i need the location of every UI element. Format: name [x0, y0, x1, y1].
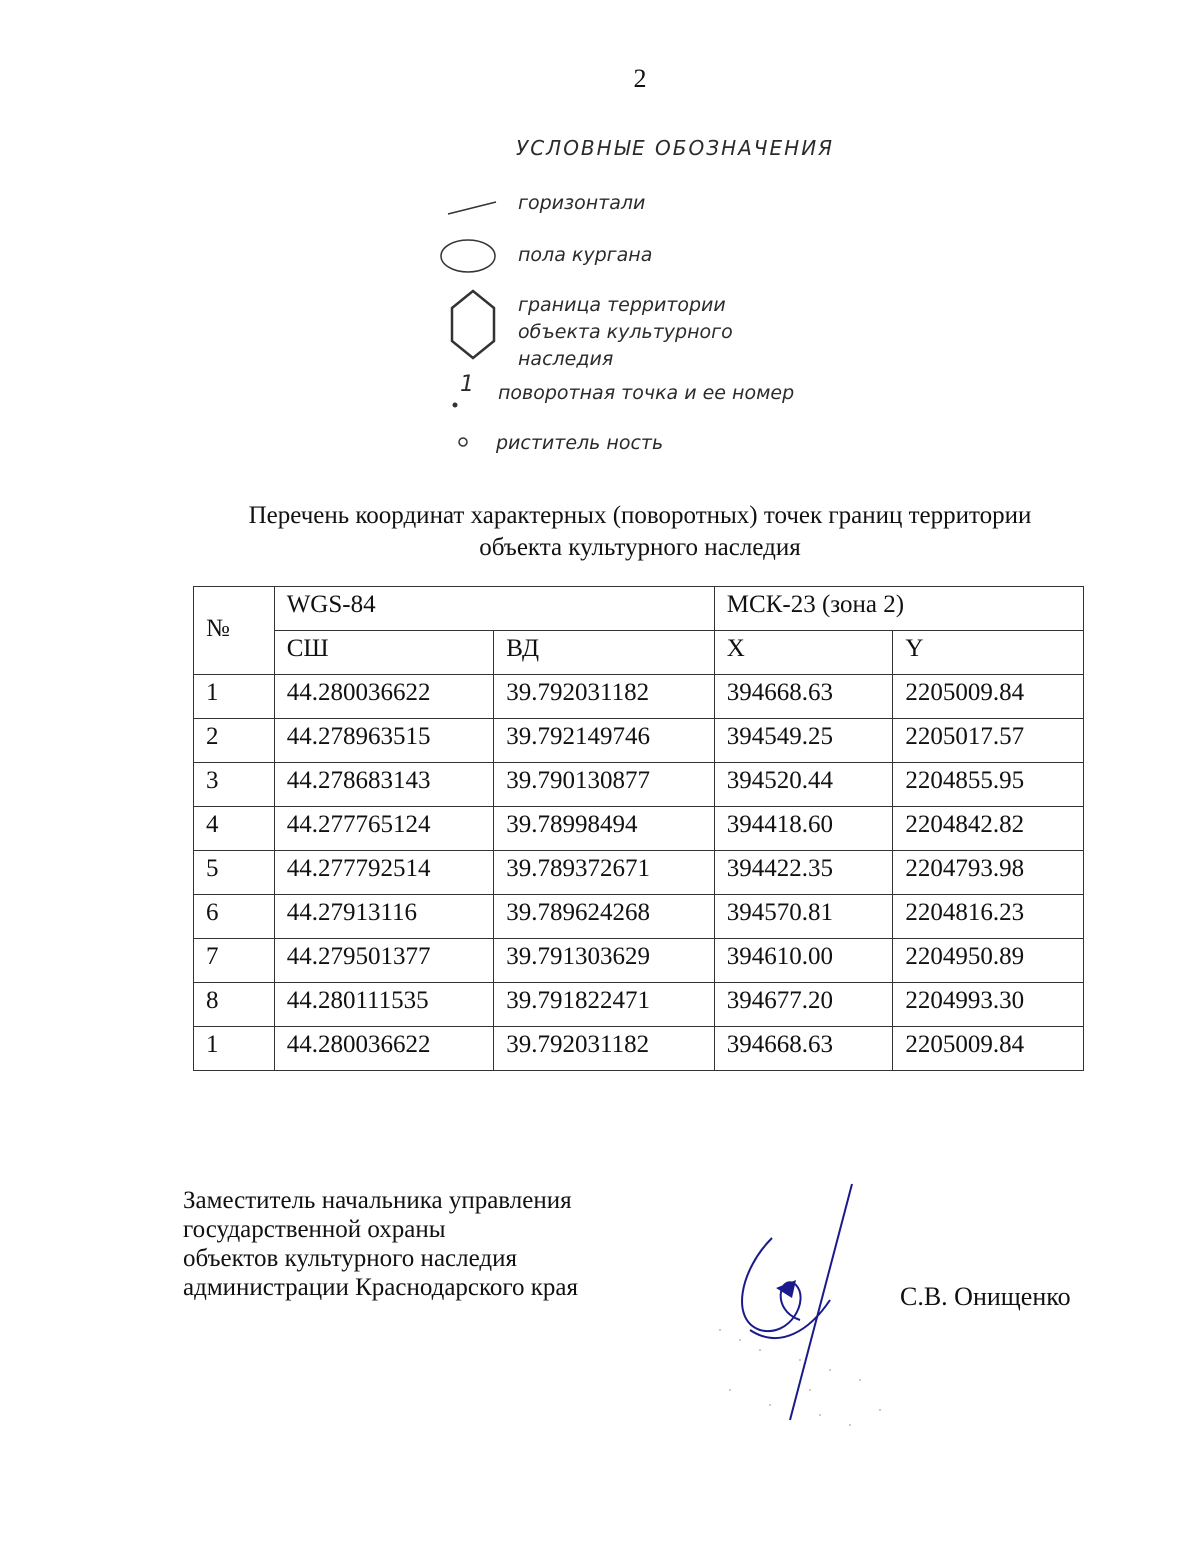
cell-x: 394549.25: [714, 719, 893, 763]
signer-name: С.В. Онищенко: [900, 1282, 1071, 1311]
cell-latitude: 44.279501377: [274, 939, 494, 983]
header-number: №: [194, 587, 275, 675]
cell-y: 2204842.82: [893, 807, 1084, 851]
header-wgs84: WGS-84: [274, 587, 714, 631]
table-heading-line: объекта культурного наследия: [479, 534, 801, 561]
table-subheader-row: [194, 631, 1084, 675]
table-row: [194, 719, 1084, 763]
cell-y: 2204855.95: [893, 763, 1084, 807]
cell-number: 6: [194, 895, 275, 939]
table-row: [194, 895, 1084, 939]
cell-number: 5: [194, 851, 275, 895]
table-row: [194, 807, 1084, 851]
cell-longitude: 39.789624268: [494, 895, 715, 939]
turning-point-icon: [453, 403, 458, 408]
cell-longitude: 39.78998494: [494, 807, 715, 851]
legend-item-boundary-label: граница территории объекта культурного наследия: [518, 294, 733, 370]
table-row: [194, 983, 1084, 1027]
cell-latitude: 44.280036622: [274, 675, 494, 719]
header-y: Y: [893, 631, 1084, 675]
handwritten-signature: [700, 1180, 900, 1440]
contour-line-icon: [448, 202, 496, 214]
header-longitude: ВД: [494, 631, 715, 675]
cell-x: 394422.35: [714, 851, 893, 895]
cell-longitude: 39.792031182: [494, 1027, 715, 1071]
cell-x: 394520.44: [714, 763, 893, 807]
cell-y: 2204950.89: [893, 939, 1084, 983]
cell-latitude: 44.280036622: [274, 1027, 494, 1071]
header-x: X: [714, 631, 893, 675]
mound-ellipse-icon: [441, 240, 495, 272]
cell-number: 2: [194, 719, 275, 763]
table-heading-line: Перечень координат характерных (поворотных) точек границ территории: [248, 502, 1032, 529]
cell-latitude: 44.280111535: [274, 983, 494, 1027]
cell-y: 2204993.30: [893, 983, 1084, 1027]
cell-longitude: 39.791303629: [494, 939, 715, 983]
signer-position: Заместитель начальника управления государственной охраны объектов культурного наследия администрации Краснодарского края: [183, 1187, 579, 1301]
table-row: [194, 1027, 1084, 1071]
legend-item-mound-label: пола кургана: [518, 244, 653, 266]
header-msk23: МСК-23 (зона 2): [714, 587, 1083, 631]
table-header-row: [194, 587, 1084, 631]
table-row: [194, 851, 1084, 895]
table-body: [194, 675, 1084, 1071]
cell-x: 394677.20: [714, 983, 893, 1027]
coordinates-table: [193, 586, 1084, 1071]
table-row: [194, 939, 1084, 983]
legend-item-contours-label: горизонтали: [518, 192, 646, 214]
cell-y: 2204816.23: [893, 895, 1084, 939]
page-number: 2: [633, 64, 647, 93]
cell-y: 2205017.57: [893, 719, 1084, 763]
cell-number: 1: [194, 675, 275, 719]
cell-number: 3: [194, 763, 275, 807]
cell-x: 394668.63: [714, 1027, 893, 1071]
cell-longitude: 39.792149746: [494, 719, 715, 763]
cell-y: 2204793.98: [893, 851, 1084, 895]
cell-number: 1: [194, 1027, 275, 1071]
cell-x: 394418.60: [714, 807, 893, 851]
cell-y: 2205009.84: [893, 1027, 1084, 1071]
cell-number: 8: [194, 983, 275, 1027]
table-row: [194, 675, 1084, 719]
cell-latitude: 44.277792514: [274, 851, 494, 895]
legend-item-turning-point-label: поворотная точка и ее номер: [498, 382, 795, 404]
table-row: [194, 763, 1084, 807]
cell-latitude: 44.278963515: [274, 719, 494, 763]
cell-number: 7: [194, 939, 275, 983]
cell-x: 394610.00: [714, 939, 893, 983]
cell-x: 394570.81: [714, 895, 893, 939]
hexagon-boundary-icon: [452, 291, 494, 358]
cell-x: 394668.63: [714, 675, 893, 719]
cell-longitude: 39.790130877: [494, 763, 715, 807]
cell-longitude: 39.792031182: [494, 675, 715, 719]
cell-longitude: 39.791822471: [494, 983, 715, 1027]
legend-item-turning-point-number: 1: [460, 372, 475, 397]
legend-item-vegetation-label: риститель ность: [496, 432, 664, 454]
vegetation-circle-icon: [459, 438, 467, 446]
cell-number: 4: [194, 807, 275, 851]
cell-y: 2205009.84: [893, 675, 1084, 719]
legend-title: УСЛОВНЫЕ ОБОЗНАЧЕНИЯ: [516, 136, 835, 160]
cell-latitude: 44.277765124: [274, 807, 494, 851]
cell-latitude: 44.278683143: [274, 763, 494, 807]
table-heading: [200, 500, 1080, 564]
header-latitude: СШ: [274, 631, 494, 675]
cell-latitude: 44.27913116: [274, 895, 494, 939]
cell-longitude: 39.789372671: [494, 851, 715, 895]
